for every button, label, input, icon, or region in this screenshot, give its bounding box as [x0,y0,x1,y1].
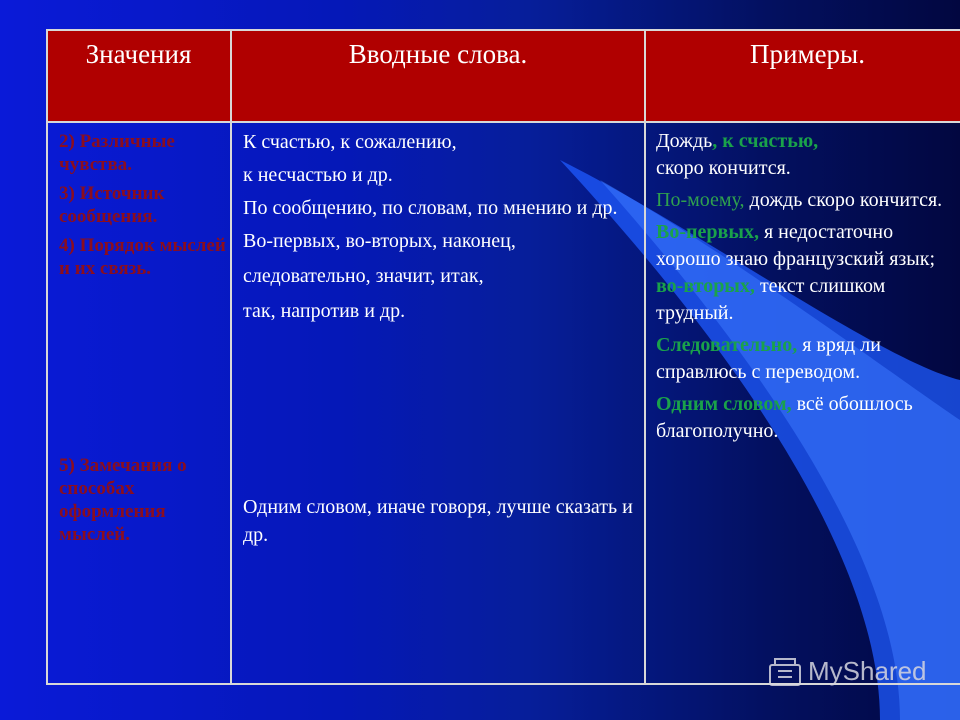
myshared-logo-icon [768,657,802,687]
example-5-intro: Одним словом, [656,393,792,415]
intro-words-table [46,29,960,685]
meaning-item-2: 2) Различные чувства. [59,131,175,175]
intro-line-5: следовательно, значит, итак, [243,265,484,287]
example-1-text: Дождь [656,130,713,152]
header-meanings: Значения [46,29,231,122]
example-4-text: я вряд ли справлюсь с переводом. [656,334,881,383]
examples-cell [645,122,960,685]
intro-words-cell [231,122,645,685]
example-2-intro: По-моему, [656,189,745,211]
example-3-intro-a: Во-первых, [656,221,759,243]
meanings-cell [46,122,231,685]
example-4 [656,332,960,386]
example-3-text-b: текст слишком трудный. [656,275,886,324]
meaning-item-4: 4) Порядок мыслей и их связь. [59,235,226,279]
header-examples: Примеры. [645,29,960,122]
meaning-item-3: 3) Источник сообщения. [59,183,165,227]
example-2 [656,187,960,214]
intro-line-7: Одним словом, иначе говоря, лучше сказать и др. [243,496,633,546]
example-1-end: скоро кончится. [656,157,791,179]
intro-line-1: К счастью, к сожалению, [243,131,457,153]
intro-line-3: По сообщению, по словам, по мнению и др. [243,197,618,219]
intro-line-2: к несчастью и др. [243,164,393,186]
example-3-intro-b: во-вторых, [656,275,755,297]
example-2-text: дождь скоро кончится. [744,189,943,211]
example-3-text-a: я недостаточно хорошо знаю французский язык; [656,221,936,270]
example-4-intro: Следовательно, [656,334,798,356]
example-1-intro: , к счастью, [712,130,819,152]
watermark-text: MyShared [808,656,927,686]
header-intro-words: Вводные слова. [231,29,645,122]
intro-line-6: так, напротив и др. [243,300,406,322]
example-1 [656,128,960,182]
intro-line-4: Во-первых, во-вторых, наконец, [243,230,516,252]
example-5-text: всё обошлось благополучно. [656,393,913,442]
example-3 [656,219,960,327]
meaning-item-5: 5) Замечания о способах оформления мыслей. [59,455,187,545]
example-5 [656,391,960,445]
watermark [768,656,927,687]
